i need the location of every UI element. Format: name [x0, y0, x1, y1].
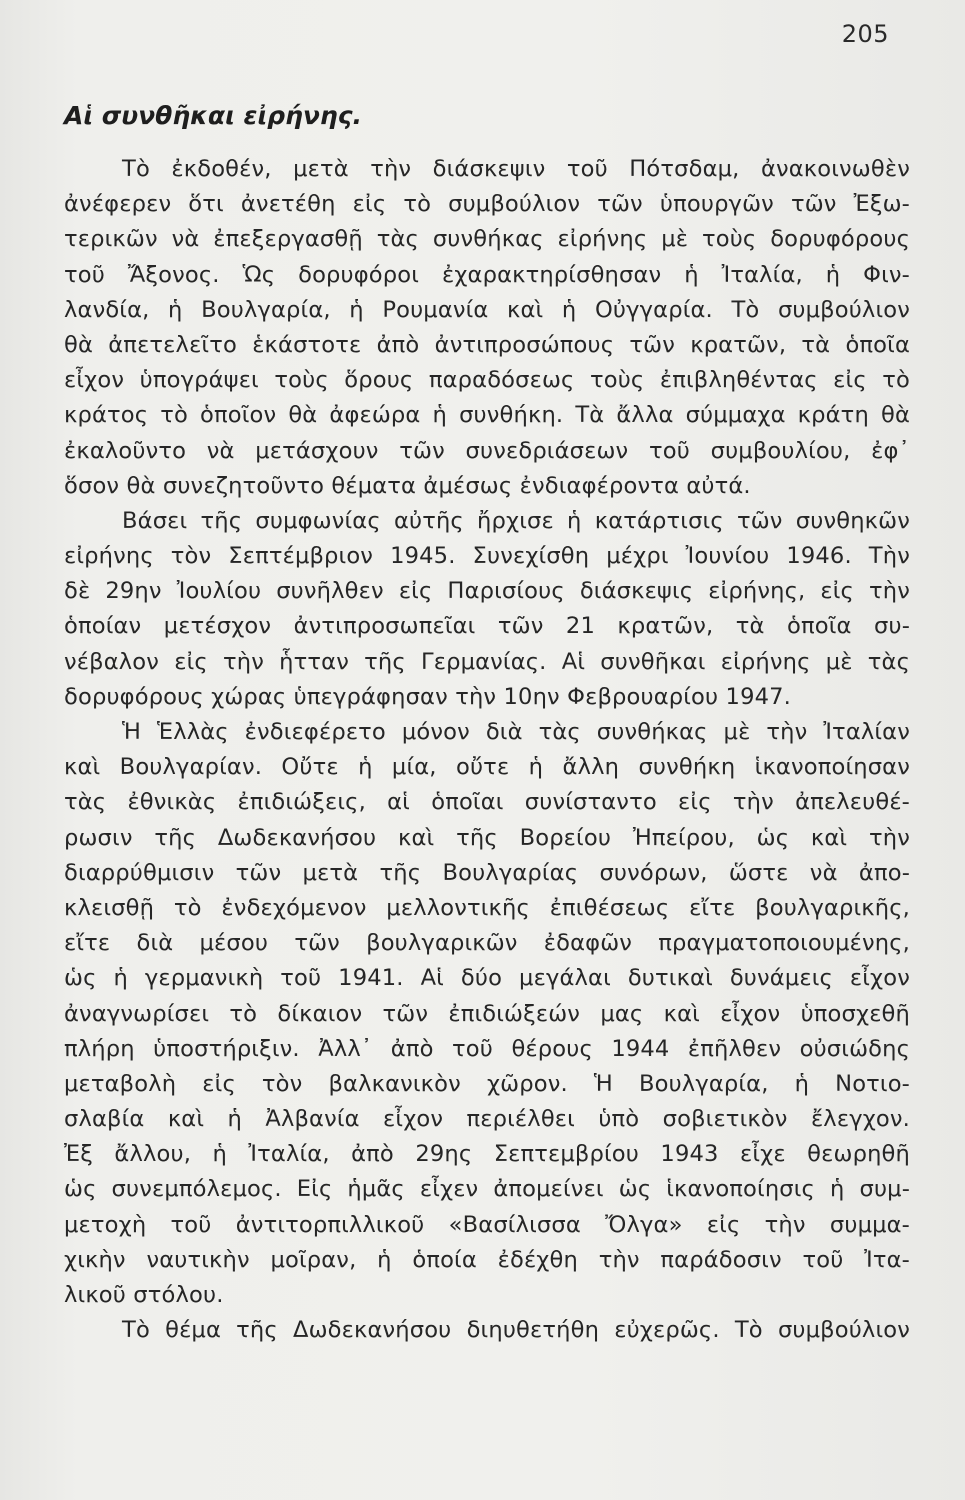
text-line: καὶ Βουλγαρίαν. Οὔτε ἡ μία, οὔτε ἡ ἄλλη συνθήκη ἱκανοποίησαν [64, 754, 910, 781]
text-line: ὡς ἡ γερμανικὴ τοῦ 1941. Αἱ δύο μεγάλαι δυτικαὶ δυνάμεις εἶχον [64, 965, 910, 992]
text-line: πλήρη ὑποστήριξιν. Ἀλλ᾽ ἀπὸ τοῦ θέρους 1944 ἐπῆλθεν οὐσιώδης [64, 1035, 910, 1062]
text-line: εἴτε διὰ μέσου τῶν βουλγαρικῶν ἐδαφῶν πραγματοποιουμένης, [64, 930, 910, 957]
text-line: Ἐξ ἄλλου, ἡ Ἰταλία, ἀπὸ 29ης Σεπτεμβρίου 1943 εἶχε θεωρηθῆ [64, 1141, 910, 1168]
paragraph-3 [64, 715, 910, 1313]
body-text [64, 152, 910, 1348]
text-line: κλεισθῇ τὸ ἐνδεχόμενον μελλοντικῆς ἐπιθέσεως εἴτε βουλγαρικῆς, [64, 894, 910, 921]
text-line: χικὴν ναυτικὴν μοῖραν, ἡ ὁποία ἐδέχθη τὴν παράδοσιν τοῦ Ἰτα- [64, 1246, 910, 1273]
text-line: ἐκαλοῦντο νὰ μετάσχουν τῶν συνεδριάσεων τοῦ συμβουλίου, ἐφ᾽ [64, 437, 910, 464]
text-line: τοῦ Ἄξονος. Ὡς δορυφόροι ἐχαρακτηρίσθησαν ἡ Ἰταλία, ἡ Φιν- [64, 261, 910, 288]
text-line: ὅσον θὰ συνεζητοῦντο θέματα ἀμέσως ἐνδιαφέροντα αὐτά. [64, 472, 751, 499]
text-line: ρωσιν τῆς Δωδεκανήσου καὶ τῆς Βορείου Ἠπείρου, ὡς καὶ τὴν [64, 824, 910, 851]
text-line: κράτος τὸ ὁποῖον θὰ ἀφεώρα ἡ συνθήκη. Τὰ ἄλλα σύμμαχα κράτη θὰ [64, 402, 910, 429]
text-line: Ἡ Ἑλλὰς ἐνδιεφέρετο μόνον διὰ τὰς συνθήκας μὲ τὴν Ἰταλίαν [122, 719, 910, 745]
text-line: νέβαλον εἰς τὴν ἧτταν τῆς Γερμανίας. Αἱ συνθῆκαι εἰρήνης μὲ τὰς [64, 648, 910, 675]
text-line: λικοῦ στόλου. [64, 1282, 224, 1308]
text-line: δορυφόρους χώρας ὑπεγράφησαν τὴν 10ην Φεβρουαρίου 1947. [64, 683, 791, 710]
text-line: ὁποίαν μετέσχον ἀντιπροσωπεῖαι τῶν 21 κρατῶν, τὰ ὁποῖα συ- [64, 613, 910, 640]
text-line: δὲ 29ην Ἰουλίου συνῆλθεν εἰς Παρισίους διάσκεψις εἰρήνης, εἰς τὴν [64, 578, 910, 605]
text-line: ἀνέφερεν ὅτι ἀνετέθη εἰς τὸ συμβούλιον τῶν ὑπουργῶν τῶν Ἐξω- [64, 191, 910, 218]
text-line: Βάσει τῆς συμφωνίας αὐτῆς ἤρχισε ἡ κατάρτισις τῶν συνθηκῶν [122, 507, 910, 534]
text-line: σλαβία καὶ ἡ Ἀλβανία εἶχον περιέλθει ὑπὸ σοβιετικὸν ἔλεγχον. [64, 1106, 910, 1133]
text-line: εἰρήνης τὸν Σεπτέμβριον 1945. Συνεχίσθη μέχρι Ἰουνίου 1946. Τὴν [64, 543, 910, 570]
text-line: Τὸ θέμα τῆς Δωδεκανήσου διηυθετήθη εὐχερῶς. Τὸ συμβούλιον [122, 1317, 910, 1344]
section-heading: Αἱ συνθῆκαι εἰρήνης. [64, 101, 363, 130]
text-line: τερικῶν νὰ ἐπεξεργασθῇ τὰς συνθήκας εἰρήνης μὲ τοὺς δορυφόρους [64, 226, 910, 253]
paragraph-1 [64, 152, 910, 504]
paragraph-2 [64, 504, 910, 715]
text-line: ἀναγνωρίσει τὸ δίκαιον τῶν ἐπιδιώξεών μας καὶ εἶχον ὑποσχεθῆ [64, 1000, 910, 1027]
text-line: Τὸ ἐκδοθέν, μετὰ τὴν διάσκεψιν τοῦ Πότσδαμ, ἀνακοινωθὲν [122, 156, 910, 182]
text-line: διαρρύθμισιν τῶν μετὰ τῆς Βουλγαρίας συνόρων, ὥστε νὰ ἀπο- [64, 859, 910, 886]
text-line: θὰ ἀπετελεῖτο ἑκάστοτε ἀπὸ ἀντιπροσώπους τῶν κρατῶν, τὰ ὁποῖα [64, 331, 910, 358]
text-line: εἶχον ὑπογράψει τοὺς ὅρους παραδόσεως τοὺς ἐπιβληθέντας εἰς τὸ [64, 367, 910, 394]
text-line: λανδία, ἡ Βουλγαρία, ἡ Ρουμανία καὶ ἡ Οὐγγαρία. Τὸ συμβούλιον [64, 296, 910, 323]
text-line: τὰς ἐθνικὰς ἐπιδιώξεις, αἱ ὁποῖαι συνίσταντο εἰς τὴν ἀπελευθέ- [64, 789, 910, 816]
text-line: ὡς συνεμπόλεμος. Εἰς ἡμᾶς εἶχεν ἀπομείνει ὡς ἱκανοποίησις ἡ συμ- [64, 1176, 910, 1203]
paragraph-4 [64, 1313, 910, 1348]
text-line: μεταβολὴ εἰς τὸν βαλκανικὸν χῶρον. Ἡ Βουλγαρία, ἡ Νοτιο- [64, 1070, 910, 1097]
page-number: 205 [841, 20, 889, 48]
text-line: μετοχὴ τοῦ ἀντιτορπιλλικοῦ «Βασίλισσα Ὄλγα» εἰς τὴν συμμα- [64, 1211, 910, 1238]
